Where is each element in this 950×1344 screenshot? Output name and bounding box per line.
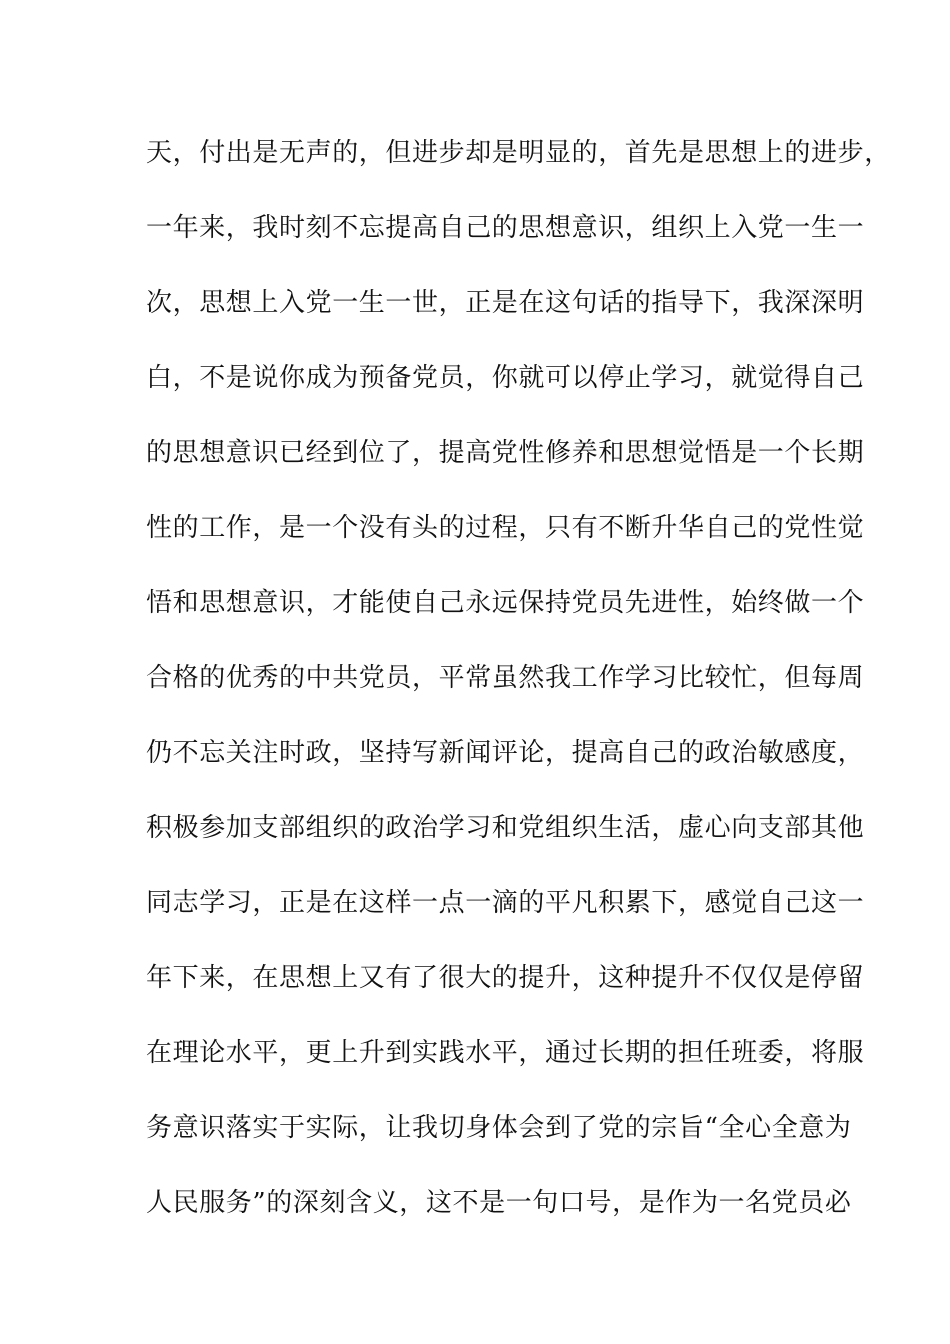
text-line: 次，思想上入党一生一世，正是在这句话的指导下，我深深明 bbox=[146, 288, 865, 318]
text-line: 一年来，我时刻不忘提高自己的思想意识，组织上入党一生一 bbox=[146, 213, 865, 243]
text-line: 同志学习，正是在这样一点一滴的平凡积累下，感觉自己这一 bbox=[146, 888, 865, 918]
text-line: 积极参加支部组织的政治学习和党组织生活，虚心向支部其他 bbox=[146, 813, 865, 843]
body-text bbox=[146, 131, 891, 1256]
text-line: 在理论水平，更上升到实践水平，通过长期的担任班委，将服 bbox=[146, 1038, 865, 1068]
text-line: 仍不忘关注时政，坚持写新闻评论，提高自己的政治敏感度， bbox=[146, 738, 865, 768]
text-line: 白，不是说你成为预备党员，你就可以停止学习，就觉得自己 bbox=[146, 363, 865, 393]
text-line: 合格的优秀的中共党员，平常虽然我工作学习比较忙，但每周 bbox=[146, 663, 865, 693]
text-line: 年下来，在思想上又有了很大的提升，这种提升不仅仅是停留 bbox=[146, 963, 865, 993]
text-line: 的思想意识已经到位了，提高党性修养和思想觉悟是一个长期 bbox=[146, 438, 865, 468]
text-line: 性的工作，是一个没有头的过程，只有不断升华自己的党性觉 bbox=[146, 513, 865, 543]
text-line: 人民服务”的深刻含义，这不是一句口号，是作为一名党员必 bbox=[146, 1188, 852, 1218]
text-line: 务意识落实于实际，让我切身体会到了党的宗旨“全心全意为 bbox=[146, 1113, 852, 1143]
text-line: 悟和思想意识，才能使自己永远保持党员先进性，始终做一个 bbox=[146, 588, 865, 618]
text-line: 天，付出是无声的，但进步却是明显的，首先是思想上的进步， bbox=[146, 138, 891, 168]
